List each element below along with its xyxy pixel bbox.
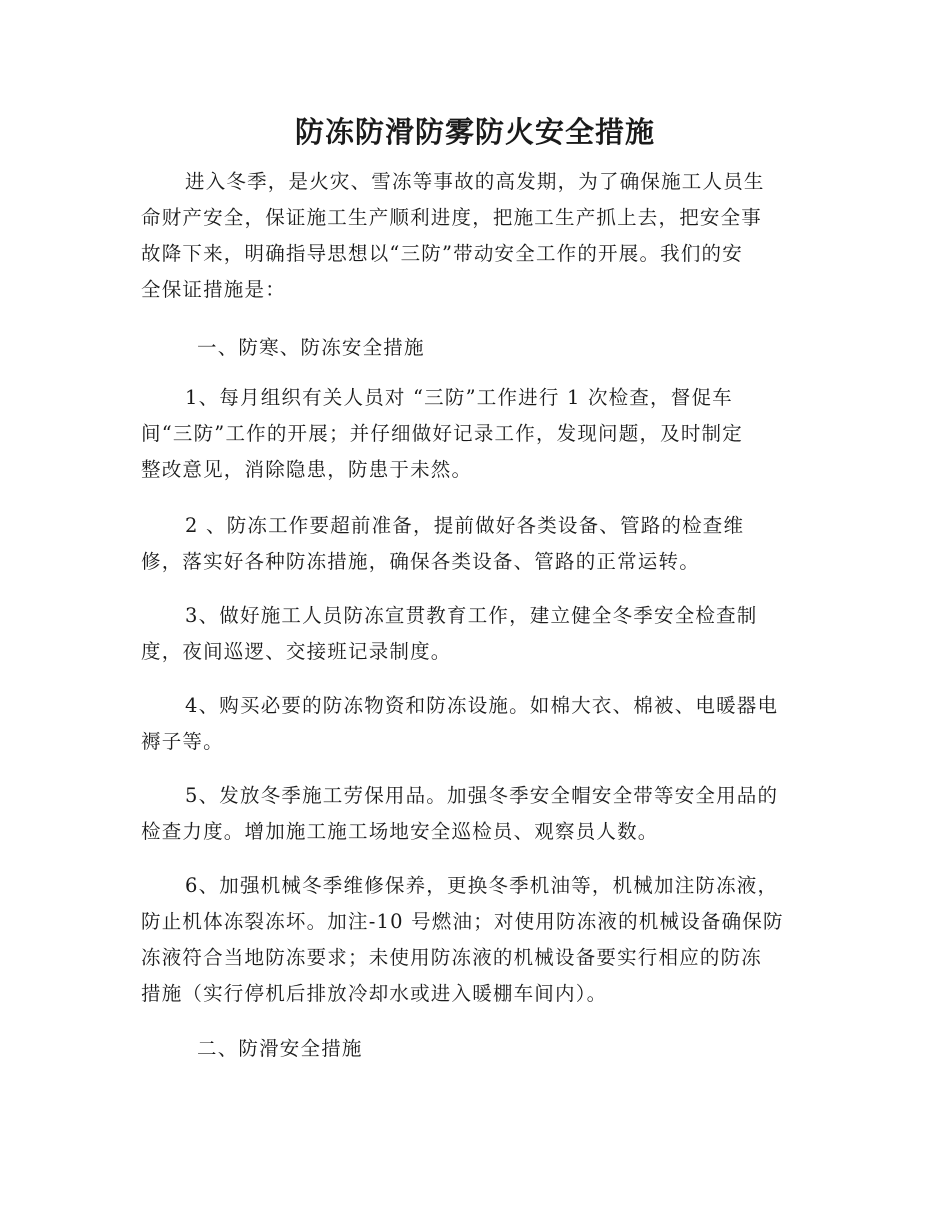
list-item [141,778,809,850]
list-item [141,868,809,1012]
intro-line: 故降下来，明确指导思想以“三防”带动安全工作的开展。我们的安 [141,242,743,265]
item-line: 度，夜间巡逻、交接班记录制度。 [141,640,452,663]
intro-line: 进入冬季，是火灾、雪冻等事故的高发期，为了确保施工人员生 [185,170,765,193]
item-line: 冻液符合当地防冻要求；未使用防冻液的机械设备要实行相应的防冻 [141,946,763,969]
item-line: 褥子等。 [141,730,224,753]
section-heading-1: 一、防寒、防冻安全措施 [197,336,425,359]
section-heading-2: 二、防滑安全措施 [197,1037,363,1060]
list-item [141,688,809,760]
item-line: 1、每月组织有关人员对 “三防”工作进行 1 次检查，督促车 [185,386,733,409]
item-line: 整改意见，消除隐患，防患于未然。 [141,458,473,481]
list-item [141,508,809,580]
item-line: 间“三防”工作的开展；并仔细做好记录工作，发现问题，及时制定 [141,422,743,445]
item-line: 4、购买必要的防冻物资和防冻设施。如棉大衣、棉被、电暖器电 [185,694,779,717]
item-line: 修，落实好各种防冻措施，确保各类设备、管路的正常运转。 [141,550,700,573]
intro-paragraph [141,164,809,308]
intro-line: 全保证措施是： [141,278,286,301]
item-line: 5、发放冬季施工劳保用品。加强冬季安全帽安全带等安全用品的 [185,784,779,807]
item-line: 检查力度。增加施工施工场地安全巡检员、观察员人数。 [141,820,659,843]
item-line: 6、加强机械冬季维修保养，更换冬季机油等，机械加注防冻液， [185,874,779,897]
item-line: 防止机体冻裂冻坏。加注-10 号燃油；对使用防冻液的机械设备确保防 [141,910,784,933]
list-item [141,380,809,488]
intro-line: 命财产安全，保证施工生产顺利进度，把施工生产抓上去，把安全事 [141,206,763,229]
item-line: 3、做好施工人员防冻宣贯教育工作，建立健全冬季安全检查制 [185,604,758,627]
document-title: 防冻防滑防雾防火安全措施 [294,115,655,149]
list-item [141,598,809,670]
item-line: 2 、防冻工作要超前准备，提前做好各类设备、管路的检查维 [185,514,745,537]
item-line: 措施（实行停机后排放冷却水或进入暖棚车间内）。 [141,982,608,1005]
